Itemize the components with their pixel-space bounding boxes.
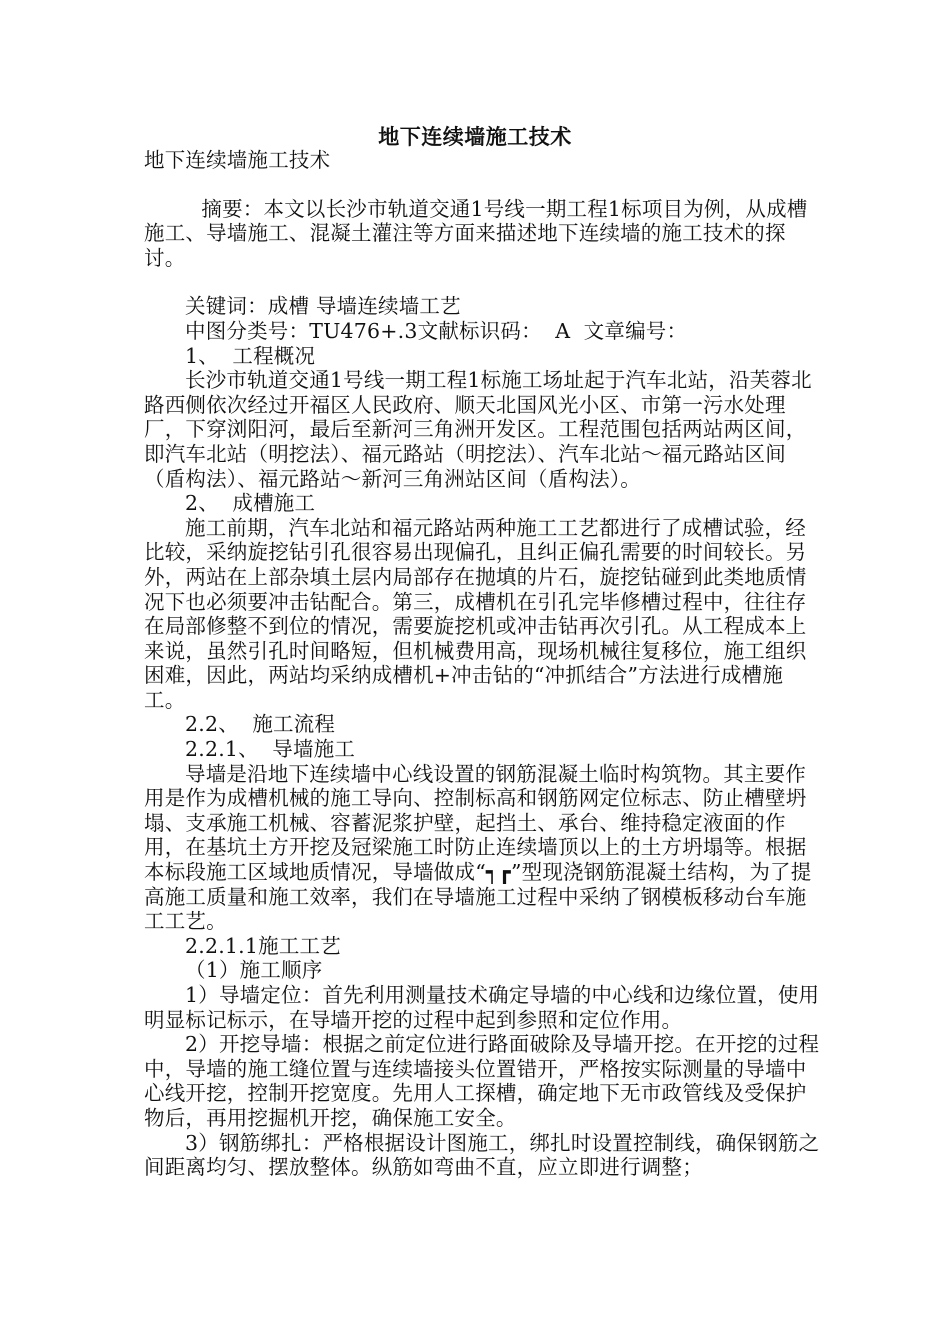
document-title: 地下连续墙施工技术 (378, 124, 572, 149)
section-2-2-1-paragraph: 导墙是沿地下连续墙中心线设置的钢筋混凝土临时构筑物。其主要作用是作为成槽机械的施工导向、控制标高和钢筋网定位标志、防止槽壁坍塌、支承施工机械、容蓄泥浆护壁，起挡土、承台、维持稳定液面的作用，在基坑土方开挖及冠梁施工时防止连续墙顶以上的土方坍塌等。根据本标段施工区域地质情况，导墙做成“┑┏”型现浇钢筋混凝土结构，为了提高施工质量和施工效率，我们在导墙施工过程中采纳了钢模板移动台车施工工艺。 (144, 761, 812, 934)
section-2-2-heading: 2.2、 施工流程 (185, 712, 336, 737)
abstract-paragraph: 摘要：本文以长沙市轨道交通1号线一期工程1标项目为例，从成槽施工、导墙施工、混凝土灌注等方面来描述地下连续墙的施工技术的探讨。 (144, 196, 808, 270)
document-body (144, 148, 824, 1180)
section-1-paragraph: 长沙市轨道交通1号线一期工程1标施工场址起于汽车北站，沿芙蓉北路西侧依次经过开福区人民政府、顺天北国风光小区、市第一污水处理厂，下穿浏阳河，最后至新河三角洲开发区。工程范围包括两站两区间，即汽车北站（明挖法）、福元路站（明挖法）、汽车北站～福元路站区间（盾构法）、福元路站～新河三角洲站区间（盾构法）。 (144, 368, 812, 491)
section-2-heading: 2、 成槽施工 (185, 491, 316, 516)
section-1-heading: 1、 工程概况 (185, 343, 316, 368)
classification-line: 中图分类号：TU476+.3文献标识码： A 文章编号： (185, 318, 688, 343)
step-3-paragraph: 3）钢筋绑扎：严格根据设计图施工，绑扎时设置控制线，确保钢筋之间距离均匀、摆放整体。纵筋如弯曲不直，应立即进行调整； (144, 1130, 820, 1180)
section-2-paragraph: 施工前期，汽车北站和福元路站两种施工工艺都进行了成槽试验，经比较，采纳旋挖钻引孔很容易出现偏孔，且纠正偏孔需要的时间较长。另外，两站在上部杂填土层内局部存在抛填的片石，旋挖钻碰到此类地质情况下也必须要冲击钻配合。第三，成槽机在引孔完毕修槽过程中，往往存在局部修整不到位的情况，需要旋挖机或冲击钻再次引孔。从工程成本上来说，虽然引孔时间略短，但机械费用高，现场机械往复移位，施工组织困难，因此，两站均采纳成槽机+冲击钻的“冲抓结合”方法进行成槽施工。 (144, 515, 807, 712)
step-2-paragraph: 2）开挖导墙：根据之前定位进行路面破除及导墙开挖。在开挖的过程中，导墙的施工缝位置与连续墙接头位置错开，严格按实际测量的导墙中心线开挖，控制开挖宽度。先用人工探槽，确定地下无市政管线及受保护物后，再用挖掘机开挖，确保施工安全。 (144, 1032, 820, 1130)
step-1-paragraph: 1）导墙定位：首先利用测量技术确定导墙的中心线和边缘位置，使用明显标记标示，在导墙开挖的过程中起到参照和定位作用。 (144, 983, 820, 1032)
document-subtitle: 地下连续墙施工技术 (144, 148, 331, 172)
construction-order-heading: （1）施工顺序 (185, 958, 323, 983)
section-2-2-1-1-heading: 2.2.1.1施工工艺 (185, 933, 341, 958)
keywords-line: 关键词：成槽 导墙连续墙工艺 (185, 294, 461, 319)
section-2-2-1-heading: 2.2.1、 导墙施工 (185, 737, 356, 762)
